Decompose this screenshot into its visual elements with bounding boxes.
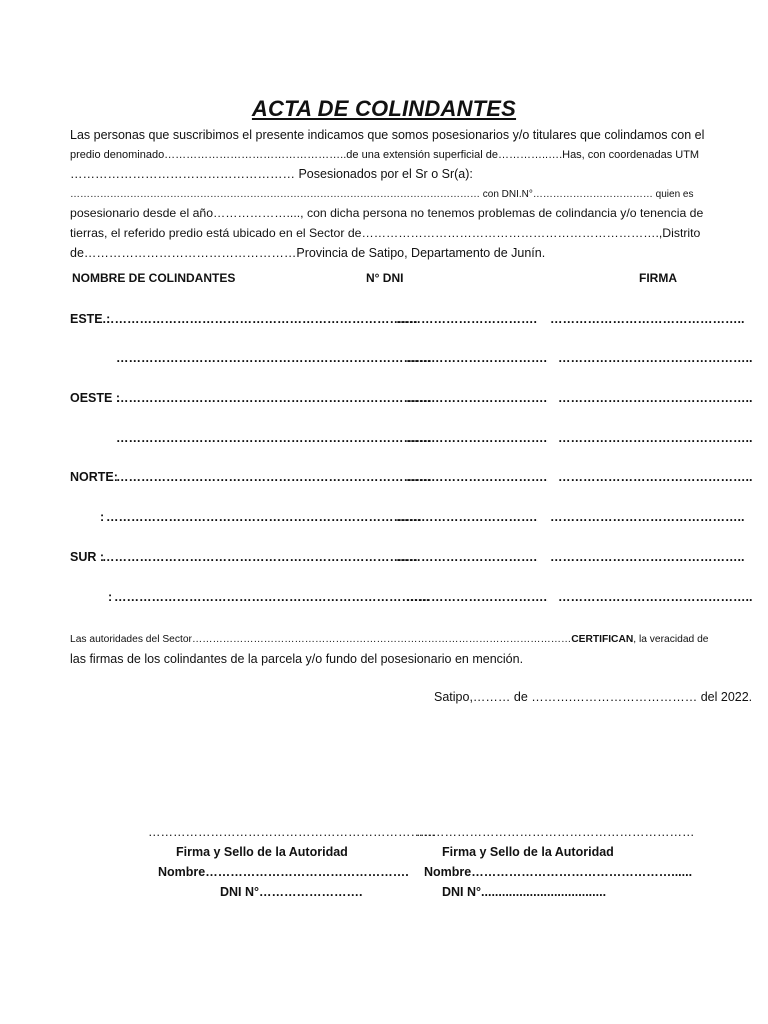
row-label: NORTE: (70, 470, 118, 484)
name-field: ……………………………………………………………….… (114, 590, 430, 604)
place-date-line: Satipo,……… de ……….………………………… del 2022. (434, 690, 753, 704)
row-label: SUR : (70, 550, 105, 564)
row-label: : (100, 510, 105, 524)
column-header-name: NOMBRE DE COLINDANTES (72, 271, 236, 285)
intro-line: …………………………………………………………………………………………………………… con DNI.N°……………………………… quien es (70, 188, 694, 200)
firma-field: ……………………………………….. (550, 550, 745, 564)
table-row (0, 391, 768, 409)
intro-line: Las personas que suscribimos el presente indicamos que somos posesionarios y/o titulares que colindamos con el (70, 128, 705, 142)
signature-line: …………………………………………………………… (148, 825, 436, 839)
dni-field: ……………………………. (396, 510, 537, 524)
closing-paragraph (70, 630, 710, 669)
firma-field: ……………………………………….. (558, 391, 753, 405)
name-field: ……………………………………………………………….… (116, 431, 432, 445)
column-header-dni: N° DNI (366, 271, 404, 285)
signature-dni-field: DNI N°……………………. (220, 885, 363, 899)
closing-text: , la veracidad de (633, 634, 709, 645)
closing-text: Las autoridades del Sector………………………………………………………………………………………………… (70, 634, 572, 645)
name-field: ……………………………………………………………….… (116, 391, 432, 405)
closing-line (70, 630, 710, 650)
firma-field: ……………………………………….. (558, 470, 753, 484)
column-header-firma: FIRMA (639, 271, 677, 285)
intro-line: tierras, el referido predio está ubicado en el Sector de……………………………………………………………….,Distrito (70, 225, 701, 240)
signature-name-field: Nombre…………………………………………...... (424, 865, 693, 879)
signature-name-field: Nombre…………………………………………. (158, 865, 409, 879)
table-row (0, 312, 768, 330)
name-field: ……………………………………………………………….… (106, 510, 422, 524)
table-row (0, 431, 768, 449)
intro-line: posesionario desde el año………………...., con dicha persona no tenemos problemas de colindancia y/o tenencia de (70, 206, 704, 221)
firma-field: ……………………………………….. (550, 312, 745, 326)
signature-label: Firma y Sello de la Autoridad (176, 845, 348, 859)
dni-field: ……………………………. (406, 431, 547, 445)
firma-field: ……………………………………….. (558, 351, 753, 365)
intro-line: ……………………………………………… Posesionados por el Sr o Sr(a): (70, 167, 473, 182)
firma-field: ……………………………………….. (558, 590, 753, 604)
certifican-text: CERTIFICAN (571, 634, 634, 645)
signature-label: Firma y Sello de la Autoridad (442, 845, 614, 859)
name-field: ……………………………………………………………….… (102, 312, 418, 326)
table-row (0, 510, 768, 528)
firma-field: ……………………………………….. (550, 510, 745, 524)
dni-field: ……………………………. (406, 590, 547, 604)
dni-field: ……………………………. (406, 351, 547, 365)
signature-dni-field: DNI N°.................................... (442, 885, 607, 899)
signature-line: ….……………………………………………………… (416, 825, 695, 839)
intro-line: de……………………………………………Provincia de Satipo, Departamento de Junín. (70, 245, 546, 260)
name-field: ……………………………………………………………….… (116, 351, 432, 365)
dni-field: ……………………………. (396, 312, 537, 326)
intro-paragraph (70, 126, 706, 263)
table-row (0, 351, 768, 369)
firma-field: ……………………………………….. (558, 431, 753, 445)
document-title: ACTA DE COLINDANTES (251, 96, 517, 121)
row-label: OESTE : (70, 391, 121, 405)
dni-field: ……………………………. (406, 391, 547, 405)
row-label: : (108, 590, 113, 604)
name-field: ……………………………………………………………….… (102, 550, 418, 564)
intro-line: predio denominado…………………………………………..de una extensión superficial de…………..….Has, con coordenadas UTM (70, 148, 700, 161)
dni-field: ……………………………. (406, 470, 547, 484)
name-field: ……………………………………………………………….… (116, 470, 432, 484)
row-label: ESTE : (70, 312, 111, 326)
closing-line: las firmas de los colindantes de la parcela y/o fundo del posesionario en mención. (70, 651, 524, 666)
table-row (0, 470, 768, 488)
table-row (0, 590, 768, 608)
table-row (0, 550, 768, 568)
dni-field: ……………………………. (396, 550, 537, 564)
